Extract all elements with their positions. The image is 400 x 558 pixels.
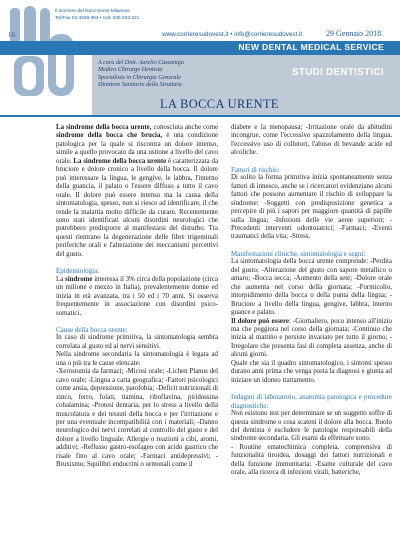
paragraph-risk: Di solito la forma primitiva inizia spontaneamente senza fattori di innesco, anche se i ricercatori evidenziano alcuni fattori che possono aumentare il rischio di sviluppare la sindrome: -Soggetti con predisposizione genetica a percepire di più i sapori per maggiore quantità di papille sulla lingua; -Infezioni delle vie aeree superiori; -Precedenti interventi odontoiatrici; -Farmaci; -Eventi traumatici della vita; -Stress. — [231, 174, 392, 241]
paragraph-symptoms: La sintomatologia della bocca urente comprende: -Perdita del gusto; -Alterazione del gusto con sapore metallico o amaro; -Bocca secca; -Aumento della sete; -Dolore orale che aumenta nel corso della giornata; -Formicolio, intorpidimento della bocca o della punta della lingua; -Bruciore a livello della lingua, gengive, labbra, interno guance e palato. — [231, 258, 392, 317]
divider-rule — [0, 115, 400, 117]
page-number: 16 — [8, 31, 15, 39]
subheading-diagnosis: Indagini di laboratorio, anatomia patologica e procedure diagnostiche: — [231, 393, 392, 410]
article-title: LA BOCCA URENTE — [160, 97, 279, 111]
paragraph-causes-2: Nella sindrome secondaria la sintomatologia è legata ad una o più tra le cause elencate: — [56, 351, 218, 367]
bold-text: La sindrome della bocca urente — [73, 157, 167, 165]
subheading-symptoms: Manifestazioni cliniche, sintomatologia e segni: — [231, 249, 366, 258]
article-column-left — [56, 124, 218, 470]
body-text: conosciuta anche come — [151, 124, 218, 131]
section-header-bar — [0, 41, 400, 55]
paragraph-causes-1: In caso di sindrome primitiva, la sintomatologia sembra correlata al gusto ed ai nervi sensitivi. — [56, 334, 218, 350]
issue-date: 29 Gennaio 2018 — [326, 29, 382, 38]
paragraph-intro — [56, 124, 218, 259]
bold-text: Il dolore può essere — [231, 317, 289, 325]
website-email: www.corrieresudovest.it • info@corrieresudovest.it — [162, 31, 303, 38]
bold-text: La sindrome della bocca urente, — [56, 124, 152, 131]
subheading-epidemiology: Epidemiologia: — [56, 267, 100, 276]
subheading-risk: Fattori di rischio: — [231, 165, 280, 174]
author-credits — [98, 60, 184, 90]
paragraph-duration: Quale che sia il quadro sintomatologico, i sintomi spesso durano anni prima che venga posta la diagnosi e giunta ad iniziare un idoneo trattamento. — [231, 359, 392, 384]
column-name: STUDI DENTISTICI — [292, 67, 384, 78]
paragraph-causes-list: -Xerostomia da farmaci; -Micosi orale; -Lichen Planus del cavo orale; -Lingua a carta geografica; -Fattori psicologici come ansia, depressione, patofobia; -Deficit nutrizionali di zinco, ferro, folati, tiamina, riboflavina, piridossina cobalamina; -Protesi dentaria, per lo stress a livello della muscolatura e dei tessuti della bocca e per l'irritazione e per una eventuale incompatibilità con i materiali; -Danno neurologico dei nervi correlati al controllo del gusto e del dolore a livello linguale. Allergie o reazioni a cibi, aromi, additivi; -Reflusso gastro-esofageo con acido gastrico che risale fino al cavo orale; -Farmaci antidepressivi; -Bruxismo; Squilibri endocrini o ormonali come il — [56, 368, 218, 469]
body-text: è una condizione patologica per la quale si riscontra un dolore intenso, simile a quello provocato da una ustione a livello del cavo orale. — [56, 132, 219, 165]
body-text: La — [56, 275, 66, 283]
paragraph-pain — [231, 318, 392, 360]
author-line: Medico Chirurgo Dentista — [98, 67, 163, 74]
bold-text: sindrome — [65, 275, 93, 283]
author-line: A cura del Dott. Aurelio Cazzaniga — [98, 60, 184, 66]
author-line: Specialista in Chirurgia Generale — [98, 74, 181, 81]
body-text: interessa il 3% circa della popolazione (circa un milione e mezzo in Italia), prevalentemente donne ed inizia in età avanzata, tra i 50 ed i 70 anni. Si osserva frequentemente in associazione con disordini psico-somatici. — [56, 275, 218, 317]
article-column-right — [231, 124, 392, 478]
paragraph-continued: diabete e la menopausa; -Irritazione orale da abitudini incongrue, come l'eccessivo spazzolamento della lingua, l'eccessivo uso di collutori, l'abuso di bevande acide ed alcoliche. — [231, 124, 392, 157]
section-title: NEW DENTAL MEDICAL SERVICE — [238, 42, 384, 52]
subheading-causes: Cause della bocca urente: — [56, 325, 128, 334]
publication-name: Il Corriere del Nord Ovest Milanese — [55, 9, 130, 14]
contact-phones: Tel/Fax 02.4839.364 • cell. 335.533.221 — [55, 16, 140, 21]
body-text: : -Giornaliero, poco intenso all'inizio ma che peggiora nel corso della giornata; -Continuo che inizia al mattino e persiste invariato per tutto il giorno; -Irregolare che presenta fasi di completa assenza, anche di alcuni giorni. — [231, 317, 392, 359]
paragraph-diagnosis: Non esistono test per determinare se un soggetto soffre di questa sindrome o cosa scateni il dolore alla bocca. Ruolo del dentista è escludere le patologie responsabili della sindrome secondaria. Gli esami da effettuare sono: — [231, 410, 392, 443]
paragraph-epidemiology — [56, 276, 218, 318]
author-line: Direttore Sanitario della Struttura — [98, 82, 182, 89]
bold-text: sindrome della bocca che brucia, — [56, 132, 163, 140]
body-text: è caratterizzata da bruciore e dolore cronico a livello della bocca. Il dolore può interessare la lingua, le gengive, le labbra, l'interno della guancia, il palato o l'essere diffuso a tutto il cavo orale. Il dolore può essere intenso ma la causa della sintomatologia, spesso, non si riesce ad identificare, il che rende la malattia molto difficile da curare. Recentemente sono stati identificati alcuni disordini neurologici che potrebbero predisporre al manifestarsi del disturbo. Tra questi rientrano la degenerazione delle fibre trigeminali periferiche orali e l'alterazione dei meccanismi percettivi del gusto. — [56, 157, 218, 258]
paragraph-tests: - Routine ematochimica completa, comprensiva di funzionalità tiroidea, dosaggi dei fattori nutrizionali e della funzione immunitaria; -Esame culturale del cavo orale, alla ricerca di infezioni virali, batteriche, — [231, 443, 392, 477]
